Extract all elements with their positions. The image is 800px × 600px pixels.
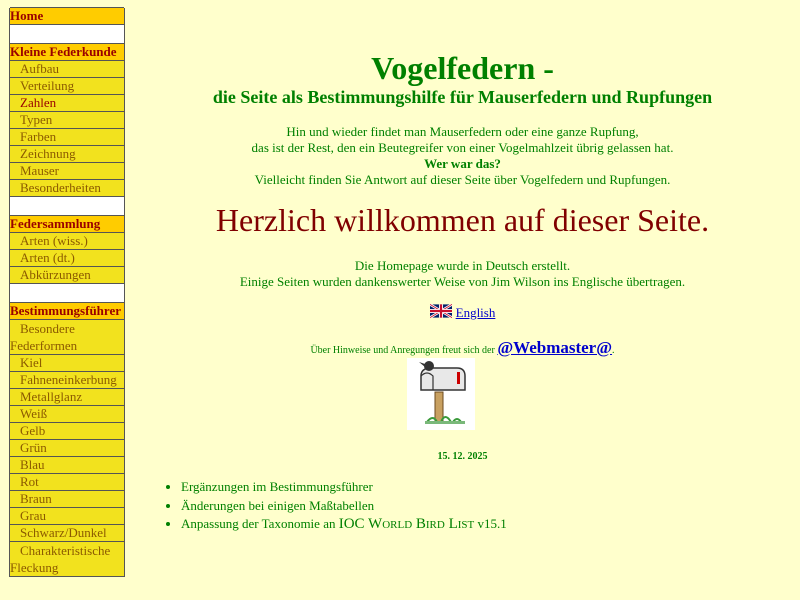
news-item-text: Ergänzungen im Bestimmungsführer [181,479,373,494]
sidebar-item-farben[interactable]: Farben [10,128,124,146]
sidebar-section-kleine-federkunde[interactable]: Kleine Federkunde [10,43,124,61]
sidebar-item-grau[interactable]: Grau [10,507,124,525]
sidebar-item-mauser[interactable]: Mauser [10,162,124,180]
sidebar-item-rot[interactable]: Rot [10,473,124,491]
sidebar-item-grün[interactable]: Grün [10,439,124,457]
intro-line-1: Hin und wieder findet man Mauserfedern oder eine ganze Rupfung, [286,124,639,139]
welcome-heading: Herzlich willkommen auf dieser Seite. [215,202,710,238]
sidebar-item-zahlen[interactable]: Zahlen [10,94,124,112]
sidebar-spacer [10,283,124,303]
sidebar-section-federsammlung[interactable]: Federsammlung [10,215,124,233]
news-item-prefix: Anpassung der Taxonomie an [181,516,339,531]
sidebar-item-metallglanz[interactable]: Metallglanz [10,388,124,406]
contact-line [125,338,800,358]
language-info [125,258,800,290]
webmaster-link[interactable]: @Webmaster@ [497,338,613,357]
english-link[interactable]: English [455,305,496,320]
sidebar-item-braun[interactable]: Braun [10,490,124,508]
page-subtitle: die Seite als Bestimmungshilfe für Mauserfedern und Rupfungen [212,87,713,107]
news-item [181,497,507,516]
sidebar-section-bestimmungsführer[interactable]: Bestimmungsführer [10,302,124,320]
intro-text [125,124,800,188]
contact-end: . [612,345,615,356]
news-item [181,515,507,534]
ioc-list-name: IOC World Bird List [338,516,475,532]
news-item-text: Änderungen bei einigen Maßtabellen [181,497,375,513]
intro-line-2: das ist der Rest, den ein Beutegreifer von einer Vogelmahlzeit übrig gelassen hat. [251,140,674,155]
news-item-suffix: v15.1 [474,516,507,531]
sidebar-item-gelb[interactable]: Gelb [10,422,124,440]
intro-question: Wer war das? [424,156,501,171]
sidebar-item-charakteristische-fleckung[interactable]: Charakteristische Fleckung [10,541,124,577]
language-switch [125,304,800,321]
sidebar-nav [9,8,125,577]
sidebar-item-aufbau[interactable]: Aufbau [10,60,124,78]
info-line-1: Die Homepage wurde in Deutsch erstellt. [354,258,571,273]
sidebar-section-home[interactable]: Home [10,7,124,25]
sidebar-item-typen[interactable]: Typen [10,111,124,129]
sidebar-spacer [10,196,124,216]
intro-line-4: Vielleicht finden Sie Antwort auf dieser Seite über Vogelfedern und Rupfungen. [254,172,671,187]
sidebar-item-kiel[interactable]: Kiel [10,354,124,372]
sidebar-spacer [10,24,124,44]
contact-text: Über Hinweise und Anregungen freut sich der [310,345,498,356]
sidebar-item-zeichnung[interactable]: Zeichnung [10,145,124,163]
news-item [181,478,507,497]
news-list [159,478,507,534]
sidebar-item-blau[interactable]: Blau [10,456,124,474]
sidebar-item-verteilung[interactable]: Verteilung [10,77,124,95]
sidebar-item-fahneneinkerbung[interactable]: Fahneneinkerbung [10,371,124,389]
page-title: Vogelfedern - [371,50,554,86]
sidebar-item-abkürzungen[interactable]: Abkürzungen [10,266,124,284]
uk-flag-icon[interactable] [430,304,452,318]
sidebar-item-besonderheiten[interactable]: Besonderheiten [10,179,124,197]
sidebar-item-weiß[interactable]: Weiß [10,405,124,423]
sidebar-item-arten-dt[interactable]: Arten (dt.) [10,249,124,267]
update-date: 15. 12. 2025 [437,451,488,462]
sidebar-item-arten-wiss[interactable]: Arten (wiss.) [10,232,124,250]
mailbox-icon[interactable] [407,358,475,430]
sidebar-item-schwarz-dunkel[interactable]: Schwarz/Dunkel [10,524,124,542]
sidebar-item-besondere-federformen[interactable]: Besondere Federformen [10,319,124,355]
info-line-2: Einige Seiten wurden dankenswerter Weise von Jim Wilson ins Englische übertragen. [239,274,686,289]
